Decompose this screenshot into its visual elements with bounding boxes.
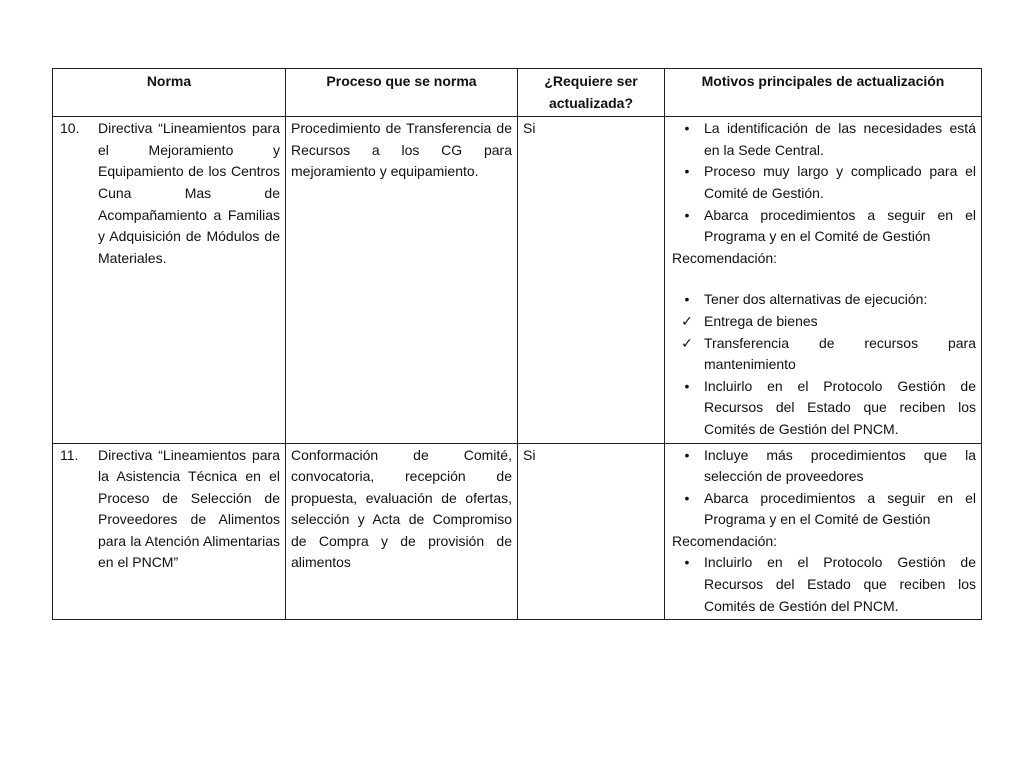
recommendation-label: Recomendación: [672, 249, 778, 266]
bullet-icon: • [684, 206, 690, 223]
list-item: • La identificación de las necesidades está en la Sede Central. [670, 118, 976, 161]
header-proceso: Proceso que se norma [286, 69, 518, 117]
recommendations-list [670, 552, 976, 617]
motivos-list [670, 445, 976, 531]
bullet-icon: • [684, 554, 690, 571]
list-item: ✓ Entrega de bienes [670, 311, 976, 333]
list-item: • Incluirlo en el Protocolo Gestión de Recursos del Estado que reciben los Comités de Gestión del PNCM. [670, 376, 976, 441]
proceso-cell: Procedimiento de Transferencia de Recursos a los CG para mejoramiento y equipamiento. [286, 117, 518, 443]
motivos-cell [665, 443, 982, 620]
list-item: • Incluye más procedimientos que la selección de proveedores [670, 445, 976, 488]
table-row [53, 117, 982, 443]
recommendation-label: Recomendación: [672, 532, 778, 549]
recommendations-list [670, 289, 976, 440]
bullet-icon: • [684, 291, 690, 308]
table-row [53, 443, 982, 620]
row-number: 10. [60, 120, 80, 137]
list-item: • Tener dos alternativas de ejecución: [670, 289, 976, 311]
bullet-icon: • [684, 120, 690, 137]
header-requiere: ¿Requiere ser actualizada? [518, 69, 665, 117]
list-item: • Proceso muy largo y complicado para el Comité de Gestión. [670, 161, 976, 204]
motivos-cell [665, 117, 982, 443]
list-item: • Abarca procedimientos a seguir en el Programa y en el Comité de Gestión [670, 488, 976, 531]
bullet-icon: • [684, 446, 690, 463]
row-number: 11. [60, 446, 79, 463]
bullet-icon: • [684, 377, 690, 394]
header-norma: Norma [53, 69, 286, 117]
bullet-icon: • [684, 489, 690, 506]
norma-cell [53, 443, 286, 620]
norms-table [52, 68, 982, 620]
header-row [53, 69, 982, 117]
requiere-cell: Si [518, 117, 665, 443]
header-motivos: Motivos principales de actualización [665, 69, 982, 117]
proceso-cell: Conformación de Comité, convocatoria, recepción de propuesta, evaluación de ofertas, selección y Acta de Compromiso de Compra y de provisión de alimentos [286, 443, 518, 620]
norma-cell [53, 117, 286, 443]
norma-text: Directiva “Lineamientos para el Mejoramiento y Equipamiento de los Centros Cuna Mas de Acompañamiento a Familias y Adquisición de Módulos de Materiales. [98, 120, 280, 266]
list-item: ✓ Transferencia de recursos para mantenimiento [670, 333, 976, 376]
requiere-cell: Si [518, 443, 665, 620]
list-item: • Abarca procedimientos a seguir en el Programa y en el Comité de Gestión [670, 205, 976, 248]
bullet-icon: • [684, 163, 690, 180]
checkmark-icon: ✓ [681, 334, 693, 351]
norma-text: Directiva “Lineamientos para la Asistencia Técnica en el Proceso de Selección de Proveedores de Alimentos para la Atención Alimentarias en el PNCM” [98, 446, 280, 571]
checkmark-icon: ✓ [681, 312, 693, 329]
motivos-list [670, 118, 976, 248]
list-item: • Incluirlo en el Protocolo Gestión de Recursos del Estado que reciben los Comités de Gestión del PNCM. [670, 552, 976, 617]
